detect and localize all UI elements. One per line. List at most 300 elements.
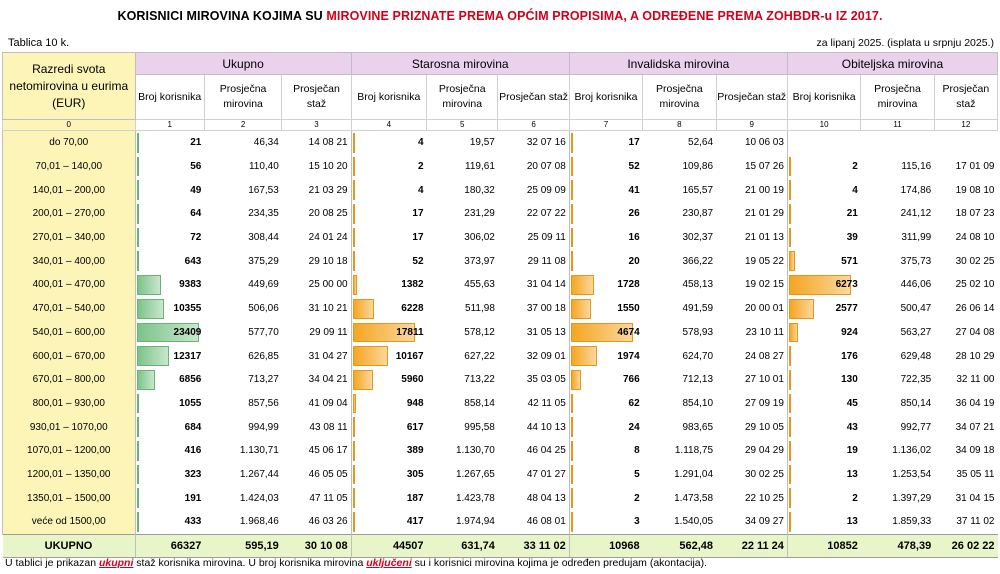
- starosna-count-value: 10167: [395, 350, 424, 362]
- ukupno-count-value: 416: [184, 445, 202, 457]
- ukupno-avg-service-cell: 31 04 27: [308, 350, 348, 362]
- starosna-count-value: 17811: [396, 326, 424, 338]
- starosna-avg-pension-cell: 627,22: [464, 350, 495, 362]
- starosna-count-bar: [353, 204, 355, 224]
- obiteljska-count-value: 130: [841, 374, 858, 386]
- ukupno-count-value: 643: [184, 255, 202, 267]
- obiteljska-count-cell: [787, 226, 860, 250]
- ukupno-avg-service-cell: 24 01 24: [308, 232, 348, 244]
- ukupno-count-cell: [135, 392, 204, 416]
- invalidska-avg-pension-cell: 1.291,04: [674, 468, 714, 480]
- range-label: 1200,01 – 1350,00: [3, 463, 136, 487]
- range-column-header: Razredi svota netomirovina u eurima (EUR): [3, 53, 136, 120]
- starosna-avg-service-cell: 22 07 22: [526, 208, 566, 220]
- table-label: Tablica 10 k.: [8, 37, 70, 49]
- range-label: 400,01 – 470,00: [3, 273, 136, 297]
- invalidska-count-bar: [571, 417, 573, 437]
- invalidska-avg-pension-cell: 1.473,58: [674, 492, 714, 504]
- invalidska-count-cell: [569, 321, 642, 345]
- ukupno-avg-pension-cell: 375,29: [248, 255, 279, 267]
- invalidska-avg-service-cell: 22 10 25: [744, 492, 784, 504]
- obiteljska-count-value: 6273: [835, 279, 858, 291]
- table-row: [3, 155, 998, 179]
- starosna-count-cell: [351, 202, 426, 226]
- ukupno-avg-service-cell: 29 09 11: [309, 326, 348, 338]
- obiteljska-avg-service-cell: 30 02 25: [955, 255, 995, 267]
- invalidska-avg-pension-cell: 458,13: [682, 279, 714, 291]
- obiteljska-count-bar: [789, 228, 791, 248]
- ukupno-avg-service-cell: 25 00 00: [308, 279, 348, 291]
- invalidska-avg-pension-cell: 854,10: [682, 397, 714, 409]
- ukupno-avg-service-cell: 31 10 21: [308, 303, 348, 315]
- invalidska-count-value: 1550: [617, 303, 640, 315]
- starosna-count-bar: [353, 299, 375, 319]
- ukupno-avg-pension-cell: 167,53: [248, 184, 279, 196]
- obiteljska-avg-pension-cell: 174,86: [900, 184, 932, 196]
- invalidska-count-bar: [571, 275, 594, 295]
- obiteljska-count-value: 13: [846, 468, 858, 480]
- ukupno-count-bar: [137, 299, 164, 319]
- invalidska-count-bar: [571, 228, 573, 248]
- obiteljska-count-cell: [787, 486, 860, 510]
- sub-header-row: [3, 75, 998, 120]
- ukupno-count-cell: [135, 439, 204, 463]
- starosna-count-value: 948: [406, 397, 424, 409]
- ukupno-count-cell: [135, 486, 204, 510]
- obiteljska-avg-service-cell: 25 02 10: [955, 279, 995, 291]
- starosna-count-value: 305: [406, 468, 424, 480]
- starosna-count-cell: [351, 131, 426, 155]
- ukupno-count-bar: [137, 275, 162, 295]
- sub-header-obiteljska-staz: Prosječan staž: [934, 75, 997, 120]
- obiteljska-avg-pension-cell: 722,35: [900, 374, 932, 386]
- ukupno-count-value: 49: [190, 184, 202, 196]
- invalidska-count-bar: [571, 465, 573, 485]
- group-header-obiteljska: Obiteljska mirovina: [787, 53, 997, 75]
- column-index-8: 8: [643, 120, 716, 131]
- invalidska-avg-pension-cell: 165,57: [682, 184, 714, 196]
- obiteljska-count-bar: [789, 323, 798, 343]
- starosna-count-bar: [353, 251, 355, 271]
- invalidska-count-bar: [571, 512, 573, 532]
- starosna-avg-service-cell: 42 11 05: [527, 397, 566, 409]
- ukupno-count-value: 684: [184, 421, 202, 433]
- invalidska-count-value: 3: [634, 516, 640, 528]
- invalidska-count-cell: [569, 368, 642, 392]
- obiteljska-count-value: 924: [841, 326, 858, 338]
- starosna-count-value: 417: [406, 516, 424, 528]
- obiteljska-avg-pension-total: 478,39: [861, 534, 934, 557]
- range-label: 1350,01 – 1500,00: [3, 486, 136, 510]
- invalidska-count-value: 26: [628, 208, 640, 220]
- title-part-1: KORISNICI MIROVINA KOJIMA SU: [117, 9, 323, 23]
- obiteljska-avg-pension-cell: 563,27: [900, 326, 932, 338]
- invalidska-count-cell: [569, 155, 642, 179]
- obiteljska-count-value: 43: [846, 421, 858, 433]
- ukupno-avg-pension-cell: 626,85: [248, 350, 279, 362]
- table-row: [3, 226, 998, 250]
- ukupno-avg-pension-total: 595,19: [204, 534, 281, 557]
- ukupno-avg-pension-cell: 1.267,44: [239, 468, 279, 480]
- ukupno-avg-pension-cell: 857,56: [248, 397, 279, 409]
- ukupno-count-cell: [135, 202, 204, 226]
- column-index-4: 4: [351, 120, 426, 131]
- pension-table: [2, 52, 998, 558]
- ukupno-avg-service-cell: 43 08 11: [309, 421, 348, 433]
- obiteljska-avg-pension-cell: 1.253,54: [892, 468, 932, 480]
- range-label: 270,01 – 340,00: [3, 226, 136, 250]
- starosna-avg-service-cell: 48 04 13: [526, 492, 566, 504]
- obiteljska-count-cell: [787, 249, 860, 273]
- starosna-avg-service-cell: 37 00 18: [526, 303, 566, 315]
- starosna-avg-pension-cell: 1.423,78: [455, 492, 495, 504]
- starosna-count-bar: [353, 275, 358, 295]
- invalidska-count-bar: [571, 180, 573, 200]
- ukupno-count-bar: [137, 512, 139, 532]
- starosna-count-value: 4: [417, 137, 424, 149]
- invalidska-count-bar: [571, 157, 573, 177]
- ukupno-count-cell: [135, 321, 204, 345]
- invalidska-count-cell: [569, 249, 642, 273]
- sub-header-starosna-staz: Prosječan staž: [498, 75, 569, 120]
- starosna-avg-pension-cell: 578,12: [464, 326, 495, 338]
- starosna-count-value: 4: [417, 184, 424, 196]
- invalidska-count-value: 41: [628, 184, 640, 196]
- column-index-12: 12: [934, 120, 997, 131]
- starosna-avg-service-total: 33 11 02: [498, 534, 569, 557]
- ukupno-count-bar: [137, 180, 139, 200]
- table-row: [3, 510, 998, 534]
- obiteljska-count-cell: [787, 155, 860, 179]
- obiteljska-count-cell: [787, 439, 860, 463]
- table-row: [3, 486, 998, 510]
- invalidska-avg-service-cell: 21 00 19: [744, 184, 784, 196]
- starosna-avg-pension-cell: 1.130,70: [455, 445, 495, 457]
- invalidska-count-bar: [571, 133, 573, 153]
- range-label: 200,01 – 270,00: [3, 202, 136, 226]
- starosna-avg-service-cell: 46 04 25: [526, 445, 566, 457]
- ukupno-avg-pension-cell: 449,69: [248, 279, 279, 291]
- invalidska-avg-pension-cell: 230,87: [682, 208, 714, 220]
- ukupno-count-bar: [137, 157, 139, 177]
- starosna-count-value: 5960: [401, 374, 424, 386]
- starosna-avg-pension-cell: 511,98: [465, 303, 495, 315]
- obiteljska-count-bar: [789, 180, 791, 200]
- invalidska-count-value: 1728: [617, 279, 640, 291]
- obiteljska-count-bar: [789, 394, 791, 414]
- obiteljska-avg-pension-cell: 850,14: [900, 397, 932, 409]
- ukupno-avg-service-cell: 41 09 04: [308, 397, 348, 409]
- starosna-count-cell: [351, 321, 426, 345]
- starosna-avg-pension-cell: 180,32: [464, 184, 495, 196]
- starosna-count-cell: [351, 415, 426, 439]
- obiteljska-avg-pension-cell: 375,73: [900, 255, 932, 267]
- obiteljska-count-bar: [789, 465, 791, 485]
- invalidska-count-cell: [569, 344, 642, 368]
- ukupno-avg-pension-cell: 1.968,46: [239, 516, 279, 528]
- starosna-avg-service-cell: 44 10 13: [526, 421, 566, 433]
- obiteljska-avg-service-cell: 36 04 19: [955, 397, 995, 409]
- range-label: 470,01 – 540,00: [3, 297, 136, 321]
- ukupno-avg-service-cell: 34 04 21: [308, 374, 348, 386]
- starosna-count-cell: [351, 368, 426, 392]
- invalidska-count-total: 10968: [569, 534, 642, 557]
- sub-header-invalidska-prosjecna: Prosječna mirovina: [643, 75, 716, 120]
- starosna-count-cell: [351, 297, 426, 321]
- obiteljska-count-bar: [789, 488, 791, 508]
- invalidska-avg-service-cell: 20 00 01: [744, 303, 784, 315]
- starosna-avg-service-cell: 35 03 05: [526, 374, 566, 386]
- ukupno-count-bar: [137, 465, 139, 485]
- starosna-count-bar: [353, 133, 355, 153]
- range-label: do 70,00: [3, 131, 136, 155]
- obiteljska-avg-pension-cell: 1.397,29: [892, 492, 932, 504]
- starosna-avg-service-cell: 46 08 01: [526, 516, 566, 528]
- ukupno-avg-pension-cell: 506,06: [248, 303, 279, 315]
- starosna-count-bar: [353, 441, 355, 461]
- total-row: [3, 534, 998, 557]
- ukupno-count-value: 191: [184, 492, 202, 504]
- starosna-count-cell: [351, 510, 426, 534]
- invalidska-avg-service-cell: 34 09 27: [744, 516, 784, 528]
- table-row: [3, 249, 998, 273]
- sub-header-ukupno-prosjecna: Prosječna mirovina: [204, 75, 281, 120]
- obiteljska-count-cell: [787, 321, 860, 345]
- ukupno-avg-pension-cell: 577,70: [248, 326, 279, 338]
- obiteljska-avg-pension-cell: 1.136,02: [892, 445, 932, 457]
- ukupno-count-bar: [137, 133, 139, 153]
- invalidska-avg-service-cell: 21 01 29: [744, 208, 784, 220]
- starosna-avg-pension-cell: 373,97: [464, 255, 495, 267]
- ukupno-count-cell: [135, 344, 204, 368]
- obiteljska-count-total: 10852: [787, 534, 860, 557]
- invalidska-avg-pension-cell: 491,59: [682, 303, 714, 315]
- footnote-middle: staž korisnika mirovina. U broj korisnika mirovina: [133, 557, 367, 569]
- ukupno-count-bar: [137, 488, 139, 508]
- page-title: [0, 9, 1000, 23]
- invalidska-count-value: 8: [634, 445, 640, 457]
- invalidska-count-value: 5: [634, 468, 640, 480]
- starosna-count-cell: [351, 439, 426, 463]
- column-index-3: 3: [282, 120, 351, 131]
- footnote-emph-ukljuceni: uključeni: [366, 557, 412, 569]
- column-index-row: [3, 120, 998, 131]
- starosna-count-value: 52: [412, 255, 424, 267]
- invalidska-count-cell: [569, 226, 642, 250]
- obiteljska-count-value: 13: [846, 516, 858, 528]
- range-label: veće od 1500,00: [3, 510, 136, 534]
- invalidska-count-cell: [569, 273, 642, 297]
- invalidska-count-value: 62: [628, 397, 640, 409]
- starosna-avg-service-cell: 31 05 13: [526, 326, 566, 338]
- obiteljska-count-bar: [789, 157, 791, 177]
- sub-header-ukupno-broj: Broj korisnika: [135, 75, 204, 120]
- obiteljska-count-cell: [787, 510, 860, 534]
- starosna-count-cell: [351, 392, 426, 416]
- starosna-count-cell: [351, 344, 426, 368]
- table-row: [3, 344, 998, 368]
- footnote: [5, 557, 707, 569]
- table-row: [3, 178, 998, 202]
- table-row: [3, 321, 998, 345]
- ukupno-avg-service-cell: 47 11 05: [309, 492, 348, 504]
- ukupno-count-bar: [137, 251, 139, 271]
- invalidska-avg-service-cell: 29 04 29: [744, 445, 784, 457]
- invalidska-avg-service-cell: 19 05 22: [744, 255, 784, 267]
- table-row: [3, 297, 998, 321]
- range-label: 340,01 – 400,00: [3, 249, 136, 273]
- ukupno-count-total: 66327: [135, 534, 204, 557]
- invalidska-count-value: 1974: [617, 350, 640, 362]
- invalidska-count-cell: [569, 178, 642, 202]
- invalidska-avg-pension-cell: 302,37: [682, 232, 714, 244]
- obiteljska-avg-pension-cell: 311,99: [901, 232, 932, 244]
- obiteljska-count-value: 2: [852, 161, 858, 173]
- ukupno-avg-service-cell: 14 08 21: [308, 137, 348, 149]
- starosna-avg-service-cell: 47 01 27: [526, 468, 566, 480]
- invalidska-avg-service-cell: 27 10 01: [744, 374, 784, 386]
- ukupno-count-value: 433: [184, 516, 202, 528]
- obiteljska-avg-service-cell: 17 01 09: [955, 161, 995, 173]
- column-index-6: 6: [498, 120, 569, 131]
- ukupno-avg-service-cell: 20 08 25: [308, 208, 348, 220]
- ukupno-avg-service-cell: 15 10 20: [308, 161, 348, 173]
- obiteljska-count-cell: [787, 131, 860, 155]
- obiteljska-avg-service-cell: 19 08 10: [955, 184, 995, 196]
- invalidska-count-value: 20: [628, 255, 640, 267]
- starosna-count-value: 17: [412, 208, 424, 220]
- column-index-7: 7: [569, 120, 642, 131]
- starosna-avg-pension-cell: 455,63: [464, 279, 495, 291]
- obiteljska-avg-service-cell: 26 06 14: [955, 303, 995, 315]
- ukupno-avg-service-cell: 45 06 17: [308, 445, 348, 457]
- starosna-count-bar: [353, 488, 355, 508]
- obiteljska-count-cell: [787, 178, 860, 202]
- obiteljska-count-bar: [789, 346, 791, 366]
- starosna-count-bar: [353, 417, 355, 437]
- starosna-avg-pension-cell: 713,22: [464, 374, 495, 386]
- starosna-count-bar: [353, 346, 388, 366]
- ukupno-count-value: 9383: [179, 279, 202, 291]
- invalidska-count-value: 16: [628, 232, 640, 244]
- starosna-avg-pension-cell: 19,57: [469, 137, 495, 149]
- title-part-2: MIROVINE PRIZNATE PREMA OPĆIM PROPISIMA, A ODREĐENE PREMA ZOHBDR-u IZ 2017.: [326, 9, 883, 23]
- invalidska-count-value: 52: [628, 161, 640, 173]
- obiteljska-avg-service-cell: 34 07 21: [955, 421, 995, 433]
- starosna-avg-service-cell: 25 09 11: [527, 232, 566, 244]
- obiteljska-count-bar: [789, 370, 791, 390]
- obiteljska-count-value: 571: [841, 255, 858, 267]
- obiteljska-count-value: 19: [846, 445, 858, 457]
- table-row: [3, 368, 998, 392]
- sub-header-obiteljska-broj: Broj korisnika: [787, 75, 860, 120]
- invalidska-avg-service-cell: 15 07 26: [744, 161, 784, 173]
- obiteljska-avg-service-cell: 34 09 18: [955, 445, 995, 457]
- starosna-count-bar: [353, 465, 355, 485]
- obiteljska-count-cell: [787, 392, 860, 416]
- sub-header-invalidska-broj: Broj korisnika: [569, 75, 642, 120]
- table-row: [3, 202, 998, 226]
- starosna-count-cell: [351, 155, 426, 179]
- starosna-count-value: 17: [412, 232, 424, 244]
- range-label: 70,01 – 140,00: [3, 155, 136, 179]
- ukupno-count-bar: [137, 346, 170, 366]
- invalidska-count-value: 17: [628, 137, 640, 149]
- range-label: 800,01 – 930,00: [3, 392, 136, 416]
- invalidska-avg-service-cell: 21 01 13: [744, 232, 784, 244]
- obiteljska-avg-service-cell: 24 08 10: [955, 232, 995, 244]
- starosna-count-total: 44507: [351, 534, 426, 557]
- table-row: [3, 415, 998, 439]
- table-row: [3, 273, 998, 297]
- table-row: [3, 463, 998, 487]
- invalidska-avg-pension-cell: 1.540,05: [674, 516, 714, 528]
- starosna-count-value: 617: [406, 421, 424, 433]
- starosna-avg-pension-cell: 858,14: [464, 397, 495, 409]
- obiteljska-avg-service-cell: 18 07 23: [955, 208, 995, 220]
- starosna-avg-pension-cell: 306,02: [464, 232, 495, 244]
- obiteljska-avg-pension-cell: [861, 131, 934, 155]
- obiteljska-avg-service-cell: 35 05 11: [956, 468, 995, 480]
- obiteljska-avg-service-cell: 37 11 02: [956, 516, 995, 528]
- period-note: za lipanj 2025. (isplata u srpnju 2025.): [816, 37, 994, 49]
- ukupno-count-value: 56: [190, 161, 202, 173]
- invalidska-count-bar: [571, 488, 573, 508]
- starosna-avg-pension-total: 631,74: [427, 534, 498, 557]
- obiteljska-count-cell: [787, 368, 860, 392]
- starosna-count-bar: [353, 180, 355, 200]
- obiteljska-avg-pension-cell: 241,12: [900, 208, 932, 220]
- table-row: [3, 439, 998, 463]
- group-header-ukupno: Ukupno: [135, 53, 351, 75]
- starosna-avg-pension-cell: 119,61: [465, 161, 495, 173]
- starosna-count-bar: [353, 157, 355, 177]
- invalidska-avg-pension-cell: 109,86: [682, 161, 714, 173]
- invalidska-count-bar: [571, 441, 573, 461]
- starosna-avg-service-cell: 32 09 01: [526, 350, 566, 362]
- ukupno-count-value: 10355: [173, 303, 202, 315]
- obiteljska-avg-service-cell: 31 04 15: [955, 492, 995, 504]
- ukupno-count-bar: [137, 204, 139, 224]
- starosna-count-cell: [351, 273, 426, 297]
- obiteljska-count-bar: [789, 299, 814, 319]
- obiteljska-count-cell: [787, 273, 860, 297]
- ukupno-avg-service-total: 30 10 08: [282, 534, 351, 557]
- obiteljska-count-bar: [789, 512, 791, 532]
- obiteljska-avg-pension-cell: 992,77: [900, 421, 932, 433]
- starosna-count-cell: [351, 463, 426, 487]
- sub-header-invalidska-staz: Prosječan staž: [716, 75, 787, 120]
- obiteljska-count-value: 4: [852, 184, 858, 196]
- ukupno-count-cell: [135, 155, 204, 179]
- obiteljska-count-bar: [789, 417, 791, 437]
- obiteljska-count-bar: [789, 204, 791, 224]
- starosna-count-cell: [351, 249, 426, 273]
- obiteljska-avg-service-cell: 28 10 29: [955, 350, 995, 362]
- invalidska-count-cell: [569, 131, 642, 155]
- invalidska-avg-service-cell: 24 08 27: [744, 350, 784, 362]
- obiteljska-count-cell: [787, 344, 860, 368]
- starosna-avg-service-cell: 25 09 09: [526, 184, 566, 196]
- invalidska-count-cell: [569, 202, 642, 226]
- starosna-avg-pension-cell: 1.974,94: [455, 516, 495, 528]
- obiteljska-count-cell: [787, 463, 860, 487]
- invalidska-count-cell: [569, 392, 642, 416]
- ukupno-count-value: 12317: [173, 350, 202, 362]
- obiteljska-avg-service-total: 26 02 22: [934, 534, 997, 557]
- invalidska-count-value: 4674: [617, 326, 640, 338]
- ukupno-avg-pension-cell: 110,40: [248, 161, 279, 173]
